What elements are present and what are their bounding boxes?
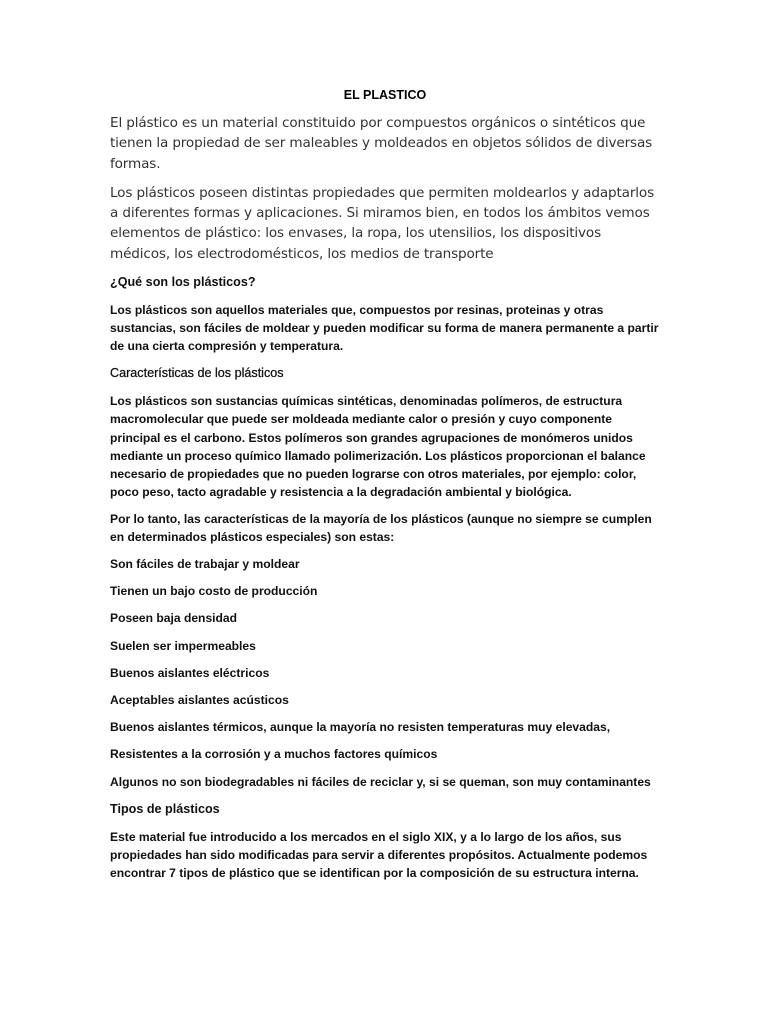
- document-title: EL PLASTICO: [343, 88, 427, 102]
- section-body-what: Los plásticos son aquellos materiales que, compuestos por resinas, proteinas y otras sustancias, son fáciles de moldear y pueden modificar su forma de manera permanente a partir de una cierta compresión y temperatura.: [110, 303, 659, 354]
- document-content: [110, 86, 660, 891]
- list-item: Resistentes a la corrosión y a muchos factores químicos: [110, 747, 438, 762]
- list-item: Son fáciles de trabajar y moldear: [110, 557, 300, 572]
- list-item: Algunos no son biodegradables ni fáciles de reciclar y, si se queman, son muy contaminantes: [110, 774, 651, 789]
- list-item: Buenos aislantes eléctricos: [110, 665, 270, 680]
- section-heading-characteristics: Características de los plásticos: [110, 366, 284, 381]
- list-item: Aceptables aislantes acústicos: [110, 693, 289, 708]
- list-intro: Por lo tanto, las características de la mayoría de los plásticos (aunque no siempre se cumplen en determinados plásticos especiales) son estas:: [110, 511, 652, 545]
- section-heading-types: Tipos de plásticos: [110, 801, 220, 816]
- list-item: Tienen un bajo costo de producción: [110, 584, 318, 599]
- section-body-characteristics: Los plásticos son sustancias químicas sintéticas, denominadas polímeros, de estructura macromolecular que puede ser moldeada mediante calor o presión y cuyo componente principal es el carbono. Estos polímeros son grandes agrupaciones de monómeros unidos mediante un proceso químico llamado polimerización. Los plásticos proporcionan el balance necesario de propiedades que no pueden lograrse con otros materiales, por ejemplo: color, poco peso, tacto agradable y resistencia a la degradación ambiental y biológica.: [110, 394, 646, 499]
- intro-paragraph: Los plásticos poseen distintas propiedades que permiten moldearlos y adaptarlos a diferentes formas y aplicaciones. Si miramos bien, en todos los ámbitos vemos elementos de plástico: los envases, la ropa, los utensilios, los dispositivos médicos, los electrodomésticos, los medios de transporte: [110, 184, 655, 262]
- intro-paragraph: El plástico es un material constituido por compuestos orgánicos o sintéticos que tienen la propiedad de ser maleables y moldeados en objetos sólidos de diversas formas.: [110, 115, 653, 172]
- list-item: Suelen ser impermeables: [110, 638, 256, 653]
- list-item: Buenos aislantes térmicos, aunque la mayoría no resisten temperaturas muy elevadas,: [110, 720, 611, 735]
- section-heading-what: ¿Qué son los plásticos?: [110, 275, 256, 290]
- characteristics-list: [110, 555, 660, 791]
- section-body-types: Este material fue introducido a los mercados en el siglo XIX, y a lo largo de los años, sus propiedades han sido modificadas para servir a diferentes propósitos. Actualmente podemos encontrar 7 tipos de plástico que se identifican por la composición de su estructura interna.: [110, 829, 648, 880]
- list-item: Poseen baja densidad: [110, 611, 238, 626]
